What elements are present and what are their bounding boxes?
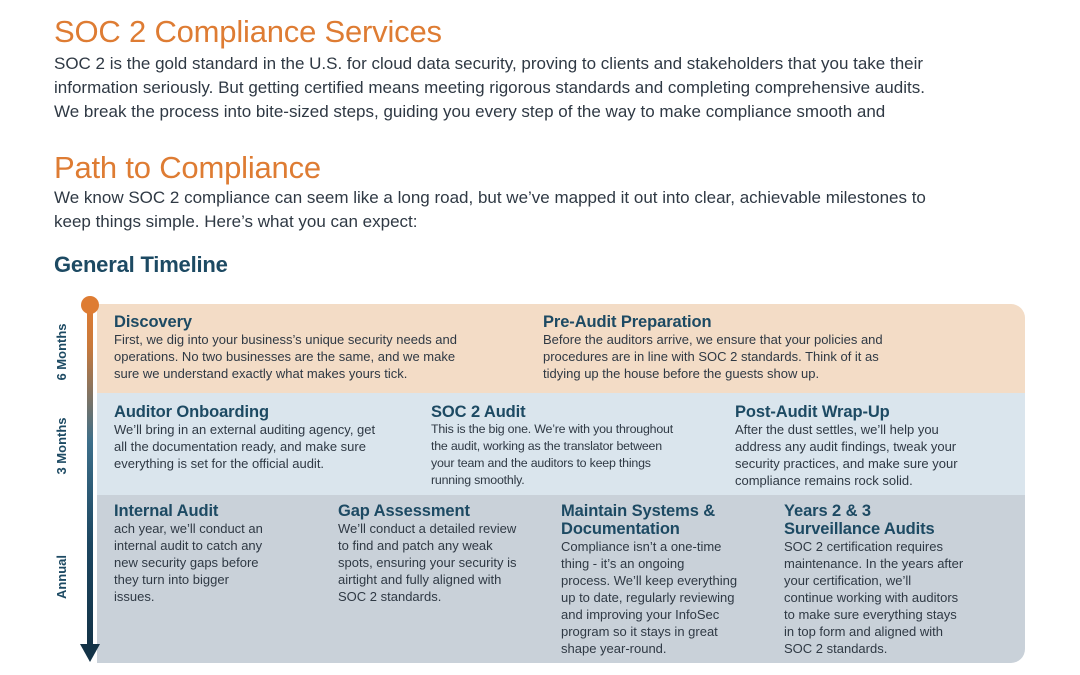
milestone-pre-audit-preparation [543, 313, 883, 382]
path-line: We know SOC 2 compliance can seem like a long road, but we’ve mapped it out into clear, achievable milestones to [54, 188, 926, 207]
milestone-title: SOC 2 Audit [431, 403, 526, 421]
row-label-annual: Annual [54, 554, 69, 600]
timeline-axis [87, 305, 93, 647]
path-paragraph [54, 186, 1044, 234]
milestone-surveillance-audits [784, 502, 963, 657]
milestone-title: Auditor Onboarding [114, 403, 269, 421]
milestone-post-audit-wrap-up [735, 403, 958, 489]
milestone-maintain-systems [561, 502, 737, 657]
intro-line: SOC 2 is the gold standard in the U.S. for cloud data security, proving to clients and stakeholders that you take their [54, 54, 924, 73]
milestone-title: Internal Audit [114, 502, 219, 520]
milestone-soc2-audit [431, 403, 673, 489]
intro-paragraph [54, 52, 1044, 124]
milestone-title: Discovery [114, 313, 192, 331]
section-title: Path to Compliance [54, 150, 321, 185]
timeline-heading: General Timeline [54, 252, 228, 277]
page-title: SOC 2 Compliance Services [54, 14, 442, 49]
milestone-description: We’ll conduct a detailed review to find and patch any weak spots, ensuring your security is airtight and fully aligned with SOC 2 standards. [338, 521, 517, 604]
milestone-description: SOC 2 certification requires maintenance. In the years after your certification, we’ll continue working with auditors to make sure everything stays in top form and aligned with SOC 2 standards. [784, 539, 964, 656]
milestone-description: This is the big one. We’re with you throughout the audit, working as the translator between your team and the auditors to keep things running smoothly. [431, 422, 673, 487]
milestone-description: Compliance isn’t a one-time thing - it’s an ongoing process. We’ll keep everything up to date, regularly reviewing and improving your InfoSec program so it stays in great shape year-round. [561, 539, 738, 656]
milestone-title: Years 2 & 3 Surveillance Audits [784, 502, 935, 538]
milestone-internal-audit [114, 502, 263, 605]
intro-line: information seriously. But getting certified means meeting rigorous standards and completing comprehensive audits. [54, 78, 925, 97]
timeline-start-dot [81, 296, 99, 314]
milestone-title: Maintain Systems & Documentation [561, 502, 716, 538]
milestone-title: Post-Audit Wrap-Up [735, 403, 890, 421]
milestone-discovery [114, 313, 457, 382]
row-label-6-months: 6 Months [54, 323, 69, 381]
milestone-gap-assessment [338, 502, 516, 605]
milestone-description: After the dust settles, we’ll help you address any audit findings, tweak your security practices, and make sure your compliance remains rock solid. [735, 422, 958, 488]
milestone-description: ach year, we’ll conduct an internal audit to catch any new security gaps before they turn into bigger issues. [114, 521, 263, 604]
milestone-description: Before the auditors arrive, we ensure that your policies and procedures are in line with SOC 2 standards. Think of it as tidying up the house before the guests show up. [543, 332, 883, 381]
arrow-down-icon [80, 644, 100, 662]
milestone-title: Gap Assessment [338, 502, 470, 520]
path-line: keep things simple. Here’s what you can expect: [54, 212, 418, 231]
milestone-title: Pre-Audit Preparation [543, 313, 712, 331]
intro-line: We break the process into bite-sized steps, guiding you every step of the way to make compliance smooth and [54, 102, 886, 121]
milestone-description: First, we dig into your business’s unique security needs and operations. No two businesses are the same, and we make sure we understand exactly what makes yours tick. [114, 332, 458, 381]
milestone-auditor-onboarding [114, 403, 375, 472]
row-label-3-months: 3 Months [54, 417, 69, 475]
milestone-description: We’ll bring in an external auditing agency, get all the documentation ready, and make sure everything is set for the official audit. [114, 422, 376, 471]
